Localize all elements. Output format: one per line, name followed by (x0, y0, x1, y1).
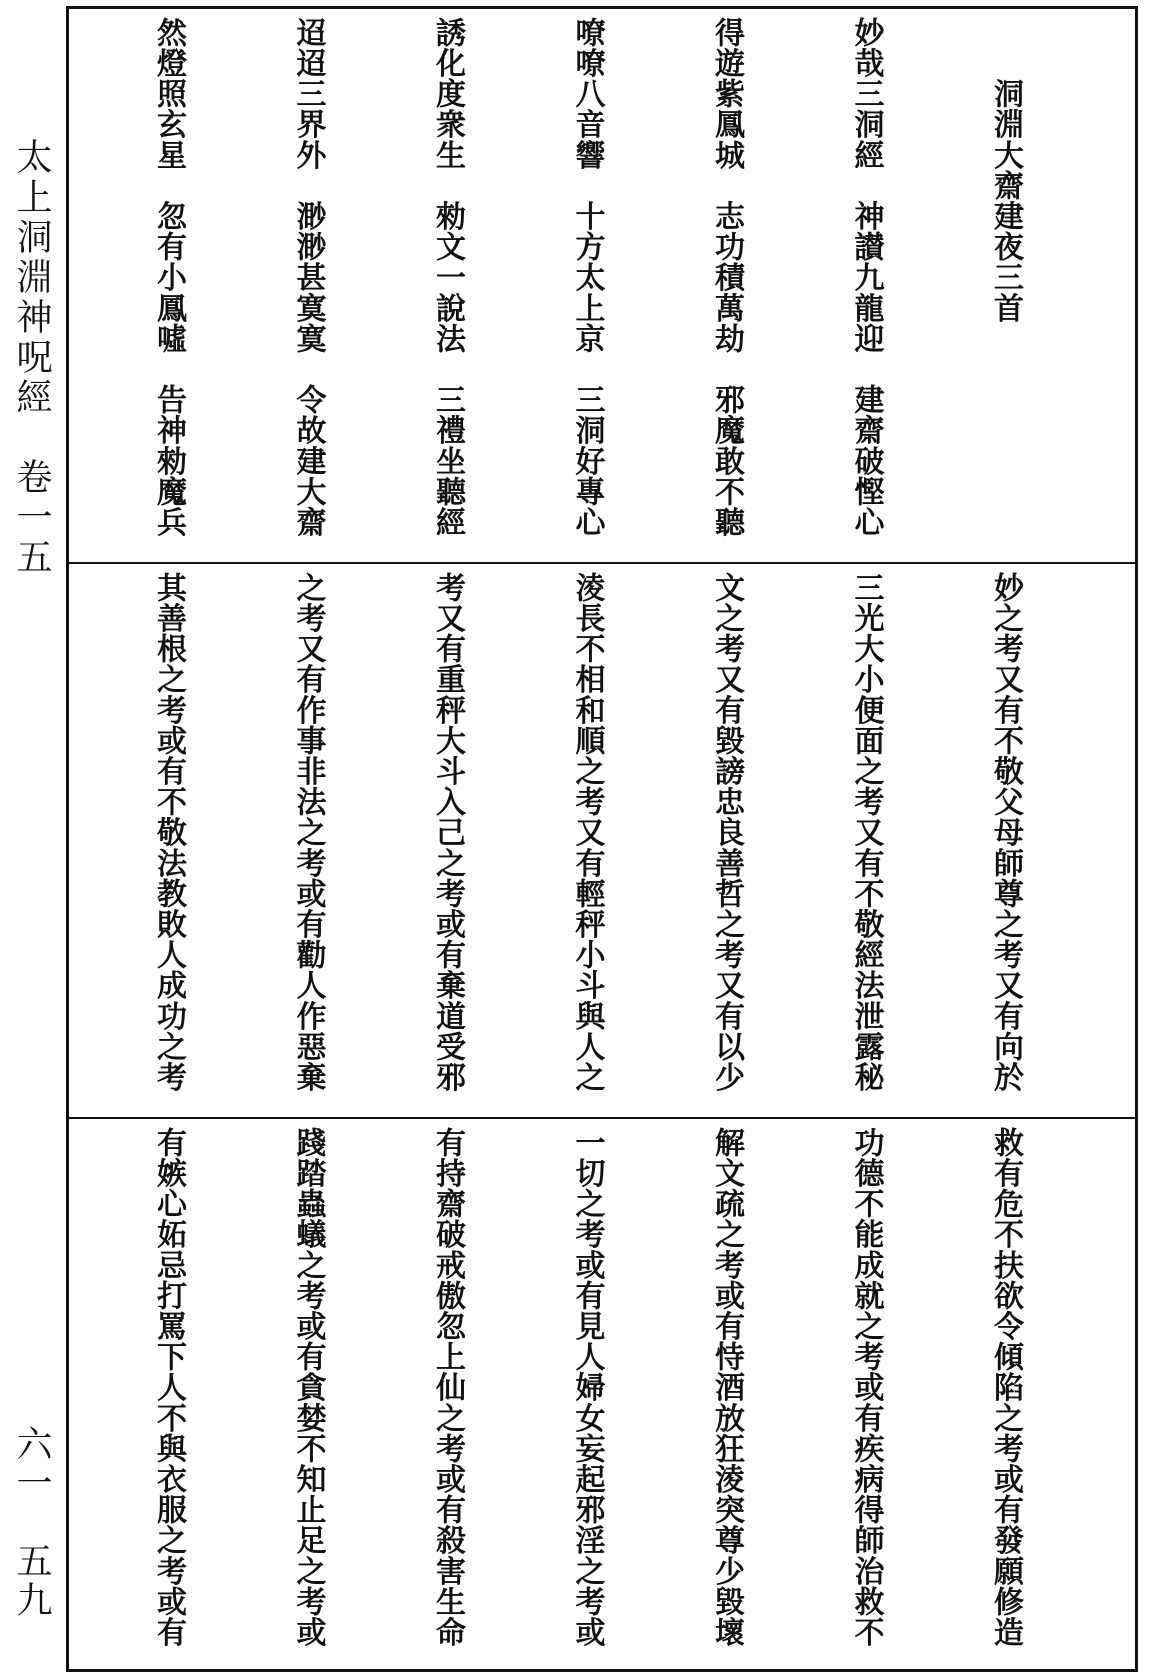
text-column: 淩長不相和順之考又有輕秤小斗與人之 (569, 572, 605, 1093)
margin-sidebar (0, 0, 62, 1679)
text-column: 之考又有作事非法之考或有勸人作惡棄 (290, 572, 326, 1093)
text-column: 功德不能成就之考或有疾病得師治救不 (848, 1127, 884, 1648)
text-column: 有持齋破戒傲忽上仙之考或有殺害生命 (430, 1127, 465, 1648)
register-text (69, 572, 1121, 1111)
scripture-title-and-volume: 太上洞淵神呪經 卷一五 (11, 138, 52, 578)
register-bottom (69, 1119, 1135, 1669)
text-column: 其善根之考或有不敬法教敗人成功之考 (151, 572, 186, 1093)
text-column: 妙哉三洞經 神讃九龍迎 建齋破慳心 (848, 17, 884, 538)
text-column: 踐踏蟲蟻之考或有貪婪不知止足之考或 (290, 1127, 326, 1648)
scripture-page (66, 6, 1138, 1672)
text-column: 誘化度衆生 勑文一說法 三禮坐聽經 (430, 17, 465, 538)
register-middle (69, 564, 1135, 1119)
text-column: 三光大小便面之考又有不敬經法泄露秘 (848, 572, 884, 1093)
register-top (69, 9, 1135, 564)
text-column: 考又有重秤大斗入己之考或有棄道受邪 (430, 572, 465, 1093)
text-column: 得遊紫鳳城 志功積萬劫 邪魔敢不聽 (709, 17, 744, 538)
page-number: 六一 五九 (11, 1425, 52, 1620)
text-column: 妙之考又有不敬父母師尊之考又有向於 (988, 572, 1023, 1093)
text-column: 然燈照玄星 忽有小鳳噓 告神勑魔兵 (151, 17, 186, 538)
text-column: 救有危不扶欲令傾陷之考或有發願修造 (988, 1127, 1023, 1648)
text-column: 解文疏之考或有恃酒放狂淩突尊少毀壞 (709, 1127, 744, 1648)
text-column: 嘹嘹八音響 十方太上京 三洞好專心 (569, 17, 605, 538)
register-text (69, 17, 1121, 556)
text-column: 有嫉心妬忌打罵下人不與衣服之考或有 (151, 1127, 186, 1648)
text-column: 文之考又有毀謗忠良善哲之考又有以少 (709, 572, 744, 1093)
section-title: 洞淵大齋建夜三首 (988, 17, 1023, 323)
register-text (69, 1127, 1121, 1663)
text-column: 一切之考或有見人婦女妄起邪淫之考或 (569, 1127, 605, 1648)
text-column: 迢迢三界外 渺渺甚寞寞 令故建大齋 (290, 17, 326, 538)
